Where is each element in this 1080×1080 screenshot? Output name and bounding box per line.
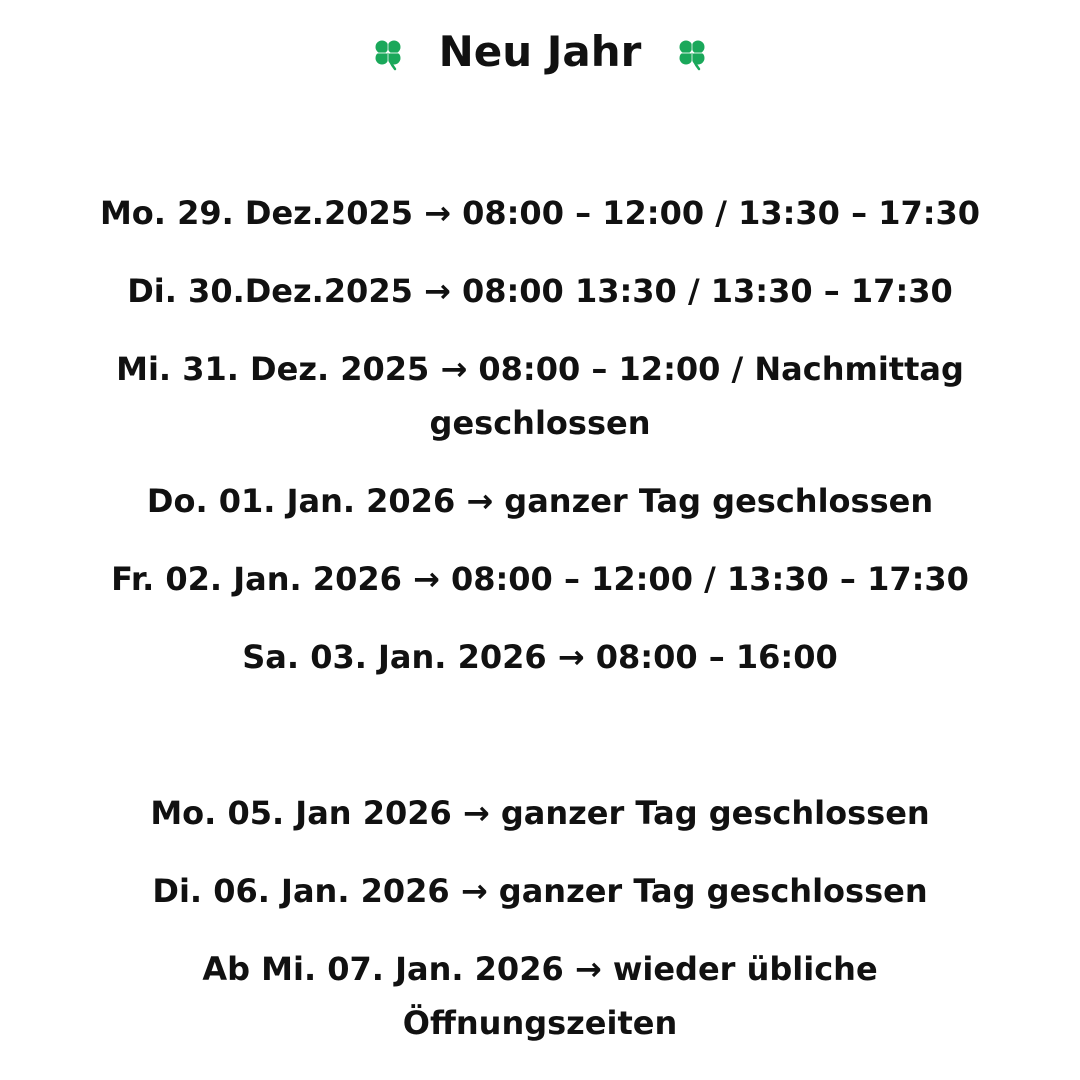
page-title: Neu Jahr [438,27,642,76]
schedule-line: Sa. 03. Jan. 2026 → 08:00 – 16:00 [242,638,838,676]
schedule-line: Mi. 31. Dez. 2025 → 08:00 – 12:00 / Nachmittag geschlossen [116,350,964,442]
schedule-line: Mo. 05. Jan 2026 → ganzer Tag geschlossen [150,794,930,832]
title-row [0,22,1080,82]
schedule-line: Mo. 29. Dez.2025 → 08:00 – 12:00 / 13:30 – 17:30 [99,194,981,232]
schedule-line: Di. 30.Dez.2025 → 08:00 13:30 / 13:30 – 17:30 [127,272,953,310]
four-leaf-clover-icon [371,37,405,71]
schedule-line: Do. 01. Jan. 2026 → ganzer Tag geschlossen [146,482,934,520]
schedule-line: Di. 06. Jan. 2026 → ganzer Tag geschlossen [152,872,928,910]
schedule-line: Fr. 02. Jan. 2026 → 08:00 – 12:00 / 13:30 – 17:30 [111,560,969,598]
four-leaf-clover-icon [675,37,709,71]
section-spacer [90,708,990,786]
schedule-list [90,186,990,1074]
schedule-line: Ab Mi. 07. Jan. 2026 → wieder übliche Öffnungszeiten [202,950,878,1042]
